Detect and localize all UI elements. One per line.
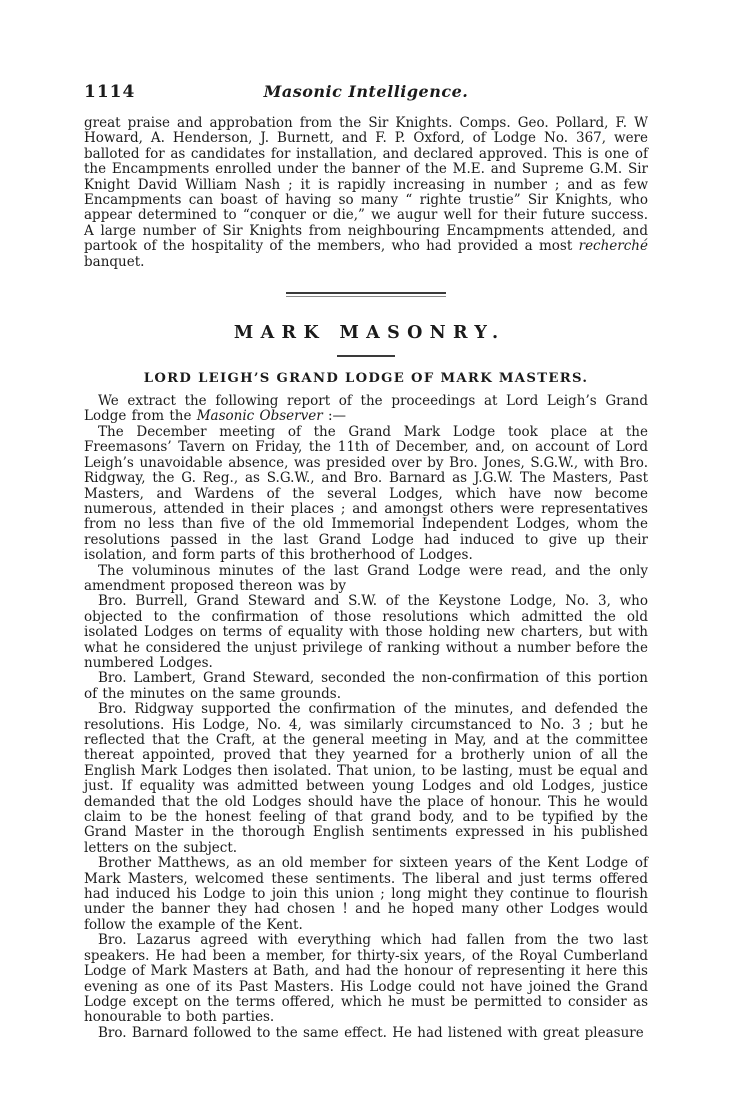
body-text: great praise and approbation from the Sir Knights. Comps. Geo. Pollard, F. W Howard, A. Henderson, J. Burnett, and F. P. Oxford, of Lodge No. 367, were balloted for as candidates for installation, and declared approved. This is one of the Encampments enrolled under the banner of the M.E. and Supreme G.M. Sir Knight David William Nash ; it is rapidly increasing in number ; and as few Encampments can boast of having so many “ righte trustie” Sir Knights, who appear determined to “conquer or die,” we augur well for their future success. A large number of Sir Knights from neighbouring Encampments attended, and partook of the hospitality of the members, who had provided a most xyxy=(84,115,648,255)
paragraph xyxy=(84,394,648,425)
italic-text: recherché xyxy=(578,238,648,255)
body-text: Bro. Ridgway supported the confirmation of the minutes, and defended the resolutions. His Lodge, No. 4, was similarly circumstanced to No. 3 ; but he reflected that the Craft, at the general meeting in May, and at the committee thereat appointed, proved that they yearned for a brotherly union of all the English Mark Lodges then isolated. That union, to be lasting, must be equal and just. If equality was admitted between young Lodges and old Lodges, justice demanded that the old Lodges should have the place of honour. This he would claim to be the honest feeling of that grand body, and to be typified by the Grand Master in the thorough English sentiments expressed in his published letters on the subject. xyxy=(84,701,648,856)
italic-text: Masonic Observer xyxy=(196,408,323,425)
body-text: The December meeting of the Grand Mark Lodge took place at the Freemasons’ Tavern on Friday, the 11th of December, and, on account of Lord Leigh’s unavoidable absence, was presided over by Bro. Jones, S.G.W., with Bro. Ridgway, the G. Reg., as S.G.W., and Bro. Barnard as J.G.W. The Masters, Past Masters, and Wardens of the several Lodges, which have now become numerous, attended in their places ; and amongst others were representatives from no less than five of the old Immemorial Independent Lodges, whom the resolutions passed in the last Grand Lodge had induced to give up their isolation, and form parts of this brotherhood of Lodges. xyxy=(84,423,648,564)
paragraph xyxy=(84,116,648,270)
body-text: Bro. Lazarus agreed with everything which had fallen from the two last speakers. He had been a member, for thirty-six years, of the Royal Cumberland Lodge of Mark Masters at Bath, and had the honour of representing it here this evening as one of its Past Masters. His Lodge could not have joined the Grand Lodge except on the terms offered, which he must be permitted to consider as honourable to both parties. xyxy=(84,932,648,1026)
paragraph xyxy=(84,856,648,933)
paragraph xyxy=(84,564,648,595)
section-title: MARK MASONRY. xyxy=(233,323,506,344)
body-text: banquet. xyxy=(84,253,145,270)
continuation-text xyxy=(84,116,648,270)
paragraph xyxy=(84,702,648,856)
text-column xyxy=(84,82,648,1041)
paragraph xyxy=(84,1026,648,1041)
body-text: The voluminous minutes of the last Grand Lodge were read, and the only amendment proposed thereon was by xyxy=(84,562,648,594)
page-number: 1114 xyxy=(84,82,136,102)
body-text: Bro. Lambert, Grand Steward, seconded the non-confirmation of this portion of the minutes on the same grounds. xyxy=(84,670,648,702)
paragraph xyxy=(84,671,648,702)
section-subtitle: LORD LEIGH’S GRAND LODGE OF MARK MASTERS. xyxy=(143,371,589,387)
body-text: We extract the following report of the proceedings at Lord Leigh’s Grand Lodge from the xyxy=(84,393,648,425)
paragraph xyxy=(84,933,648,1025)
paragraph xyxy=(84,425,648,564)
article-text xyxy=(84,394,648,1041)
subsection-divider xyxy=(337,355,395,358)
running-head xyxy=(84,82,648,106)
journal-title: Masonic Intelligence. xyxy=(263,82,469,101)
body-text: Bro. Burrell, Grand Steward and S.W. of the Keystone Lodge, No. 3, who objected to the confirmation of those resolutions which admitted the old isolated Lodges on terms of equality with those holding new charters, but with what he considered the unjust privilege of ranking without a number before the numbered Lodges. xyxy=(84,593,648,671)
body-text: Brother Matthews, as an old member for sixteen years of the Kent Lodge of Mark Masters, welcomed these sentiments. The liberal and just terms offered had induced his Lodge to join this union ; long might they continue to flourish under the banner they had chosen ! and he hoped many other Lodges would follow the example of the Kent. xyxy=(84,855,648,933)
section-divider xyxy=(286,292,446,297)
body-text: Bro. Barnard followed to the same effect. He had listened with great pleasure xyxy=(98,1024,644,1041)
body-text: :— xyxy=(322,408,347,425)
paragraph xyxy=(84,594,648,671)
